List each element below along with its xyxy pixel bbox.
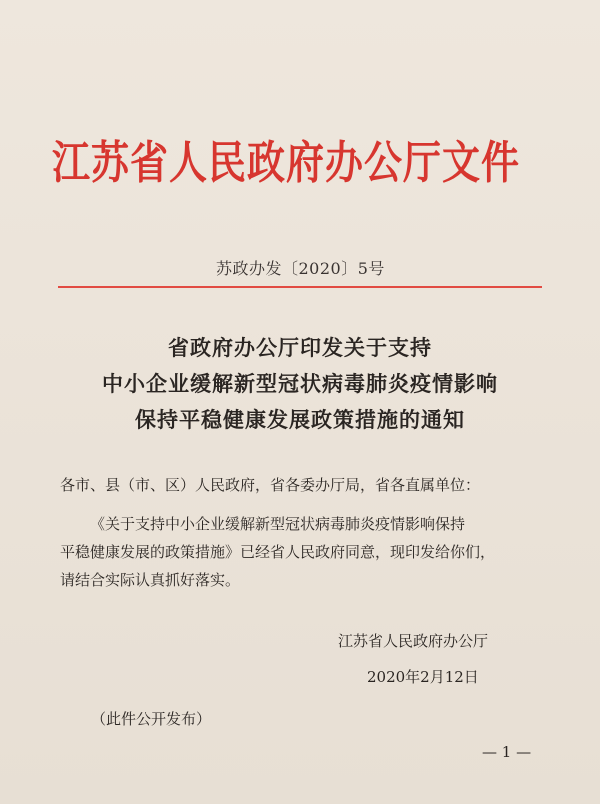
- public-release-note: （此件公开发布）: [91, 710, 212, 728]
- body-line: 平稳健康发展的政策措施》已经省人民政府同意，现印发给你们，: [60, 543, 496, 561]
- notice-title: [70, 330, 530, 438]
- notice-body: [60, 510, 542, 594]
- document-number: 苏政办发〔2020〕5号: [216, 259, 385, 278]
- notice-title-line: 省政府办公厅印发关于支持: [168, 336, 432, 360]
- body-line: 请结合实际认真抓好落实。: [60, 571, 241, 589]
- issue-date: 2020年2月12日: [367, 668, 479, 686]
- page-number: — 1 —: [482, 743, 532, 761]
- issuer-signature: 江苏省人民政府办公厅: [338, 632, 489, 650]
- notice-title-line: 保持平稳健康发展政策措施的通知: [135, 408, 465, 432]
- header-divider-line: [58, 286, 542, 288]
- salutation: 各市、县（市、区）人民政府，省各委办厅局，省各直属单位：: [60, 476, 481, 494]
- notice-title-line: 中小企业缓解新型冠状病毒肺炎疫情影响: [102, 372, 498, 396]
- body-line: 《关于支持中小企业缓解新型冠状病毒肺炎疫情影响保持: [90, 515, 466, 533]
- document-header-title: 江苏省人民政府办公厅文件: [52, 136, 521, 189]
